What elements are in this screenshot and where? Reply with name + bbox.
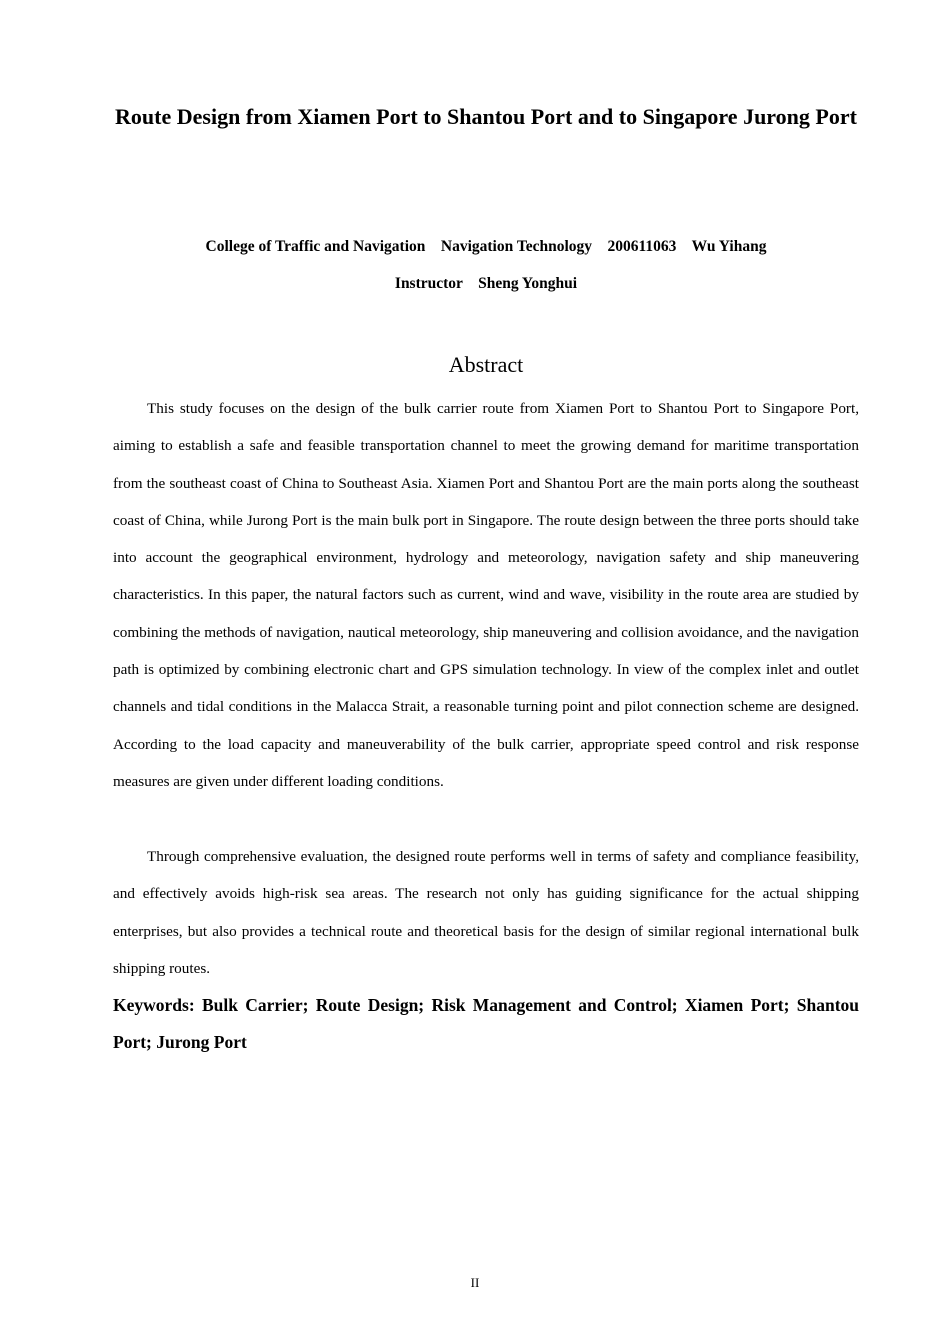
instructor-line: Instructor Sheng Yonghui	[394, 275, 578, 292]
abstract-heading: Abstract	[448, 352, 524, 377]
abstract-paragraph-2: Through comprehensive evaluation, the designed route performs well in terms of safety and compliance feasibility, and effectively avoids high-risk sea areas. The research not only has guiding significance for the actual shipping enterprises, but also provides a technical route and theoretical basis for the design of similar regional international bulk shipping routes.	[113, 848, 859, 977]
keywords: Keywords: Bulk Carrier; Route Design; Risk Management and Control; Xiamen Port; Shantou Port; Jurong Port	[113, 995, 859, 1052]
abstract-paragraph-1: This study focuses on the design of the bulk carrier route from Xiamen Port to Shantou Port to Singapore Port, aiming to establish a safe and feasible transportation channel to meet the growing demand for maritime transportation from the southeast coast of China to Southeast Asia. Xiamen Port and Shantou Port are the main ports along the southeast coast of China, while Jurong Port is the main bulk port in Singapore. The route design between the three ports should take into account the geographical environment, hydrology and meteorology, navigation safety and ship maneuvering characteristics. In this paper, the natural factors such as current, wind and wave, visibility in the route area are studied by combining the methods of navigation, nautical meteorology, ship maneuvering and collision avoidance, and the navigation path is optimized by combining electronic chart and GPS simulation technology. In view of the complex inlet and outlet channels and tidal conditions in the Malacca Strait, a reasonable turning point and pilot connection scheme are designed. According to the load capacity and maneuverability of the bulk carrier, appropriate speed control and risk response measures are given under different loading conditions.	[113, 400, 859, 790]
abstract-paragraph-2-block	[113, 838, 859, 987]
page-number: II	[470, 1275, 480, 1290]
paper-title: Route Design from Xiamen Port to Shantou Port and to Singapore Jurong Port	[115, 104, 857, 129]
abstract-paragraph-1-block	[113, 390, 859, 800]
author-affiliation-line: College of Traffic and Navigation Navigation Technology 200611063 Wu Yihang	[205, 238, 767, 255]
